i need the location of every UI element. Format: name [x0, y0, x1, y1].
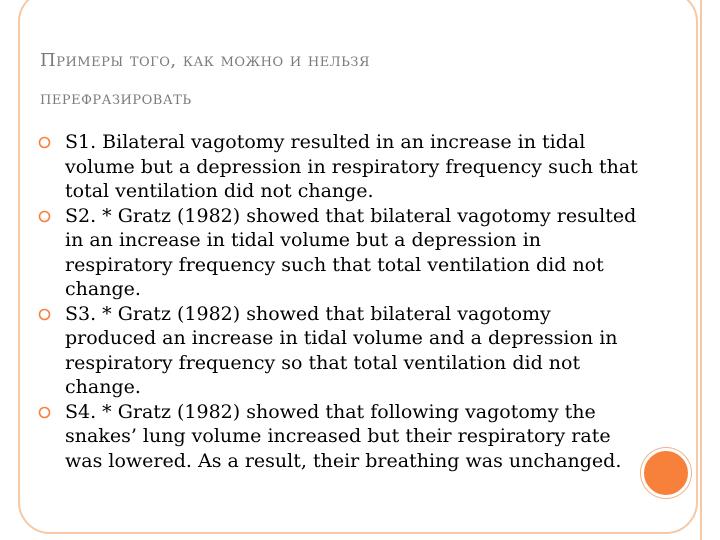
- bullet-text: S2. * Gratz (1982) showed that bilateral vagotomy resulted in an increase in tidal volume but a depression in respiratory frequency such that total ventilation did not change.: [65, 204, 637, 300]
- bullet-item: [38, 204, 638, 302]
- bullet-item: [38, 130, 638, 204]
- circle-bullet-icon: [38, 136, 51, 149]
- bullet-item: [38, 302, 638, 400]
- circle-bullet-icon: [38, 210, 51, 223]
- bullet-item: [38, 400, 638, 474]
- circle-bullet-icon: [38, 308, 51, 321]
- slide-title: [40, 42, 640, 118]
- slide-edge-line: [700, 0, 702, 540]
- circle-bullet-icon: [38, 406, 51, 419]
- bullet-text: S3. * Gratz (1982) showed that bilateral vagotomy produced an increase in tidal volume and a depression in respiratory frequency so that total ventilation did not change.: [65, 302, 618, 398]
- orange-circle-decoration: [641, 448, 691, 498]
- slide-title-line-2: перефразировать: [40, 88, 192, 109]
- slide-title-line-1: Примеры того, как можно и нельзя: [40, 50, 370, 71]
- bullet-text: S4. * Gratz (1982) showed that following vagotomy the snakes’ lung volume increased but their respiratory rate was lowered. As a result, their breathing was unchanged.: [65, 400, 622, 472]
- bullet-text: S1. Bilateral vagotomy resulted in an increase in tidal volume but a depression in respiratory frequency such that total ventilation did not change.: [65, 131, 638, 202]
- bullet-list: [38, 130, 638, 473]
